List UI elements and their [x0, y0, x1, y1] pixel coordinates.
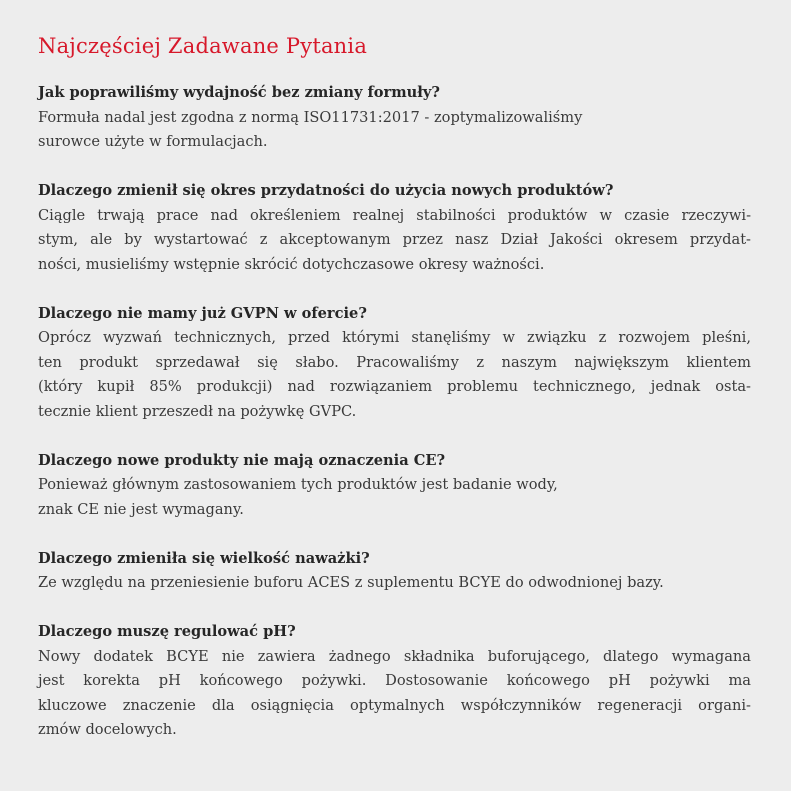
faq-question: Dlaczego nowe produkty nie mają oznaczenia CE? [38, 451, 446, 469]
faq-answer-line: Ze względu na przeniesienie buforu ACES z suplementu BCYE do odwodnionej bazy. [38, 574, 664, 591]
faq-item [38, 81, 751, 155]
faq-answer [38, 326, 751, 424]
faq-answer-line: Nowy dodatek BCYE nie zawiera żadnego składnika buforującego, dlatego wymagana [38, 647, 751, 665]
faq-answer [38, 204, 751, 278]
faq-answer-line: surowce użyte w formulacjach. [38, 133, 268, 150]
faq-answer-line: Ciągle trwają prace nad określeniem realnej stabilności produktów w czasie rzeczywi- [38, 206, 751, 224]
faq-answer-line: stym, ale by wystartować z akceptowanym przez nasz Dział Jakości okresem przydat- [38, 231, 751, 248]
faq-question: Dlaczego nie mamy już GVPN w ofercie? [38, 304, 367, 322]
faq-answer [38, 645, 751, 743]
faq-item [38, 449, 751, 523]
faq-answer-line: ności, musieliśmy wstępnie skrócić dotychczasowe okresy ważności. [38, 255, 545, 273]
faq-answer-line: (który kupił 85% produkcji) nad rozwiązaniem problemu technicznego, jednak osta- [38, 378, 751, 395]
faq-answer-line: ten produkt sprzedawał się słabo. Pracowaliśmy z naszym największym klientem [38, 353, 751, 371]
faq-answer-line: kluczowe znaczenie dla osiągnięcia optymalnych współczynników regeneracji organi- [38, 696, 751, 714]
faq-question: Dlaczego zmienił się okres przydatności do użycia nowych produktów? [38, 182, 614, 199]
faq-question: Jak poprawiliśmy wydajność bez zmiany formuły? [38, 84, 440, 101]
faq-answer-line: Formuła nadal jest zgodna z normą ISO11731:2017 - zoptymalizowaliśmy [38, 108, 583, 126]
faq-answer-line: Ponieważ głównym zastosowaniem tych produktów jest badanie wody, [38, 476, 558, 493]
faq-answer-line: jest korekta pH końcowego pożywki. Dostosowanie końcowego pH pożywki ma [38, 672, 751, 689]
faq-answer-line: Oprócz wyzwań technicznych, przed którymi stanęliśmy w związku z rozwojem pleśni, [38, 329, 751, 346]
faq-answer-line: tecznie klient przeszedł na pożywkę GVPC. [38, 402, 357, 420]
faq-answer-line: znak CE nie jest wymagany. [38, 500, 244, 518]
faq-item [38, 179, 751, 277]
faq-answer-line: zmów docelowych. [38, 721, 177, 738]
faq-item [38, 620, 751, 743]
faq-answer [38, 106, 751, 155]
page-title: Najczęściej Zadawane Pytania [38, 34, 368, 58]
faq-answer [38, 473, 751, 522]
faq-question: Dlaczego zmieniła się wielkość naważki? [38, 549, 370, 567]
faq-item [38, 302, 751, 425]
faq-question: Dlaczego muszę regulować pH? [38, 623, 296, 640]
faq-answer [38, 571, 751, 596]
faq-item [38, 547, 751, 596]
